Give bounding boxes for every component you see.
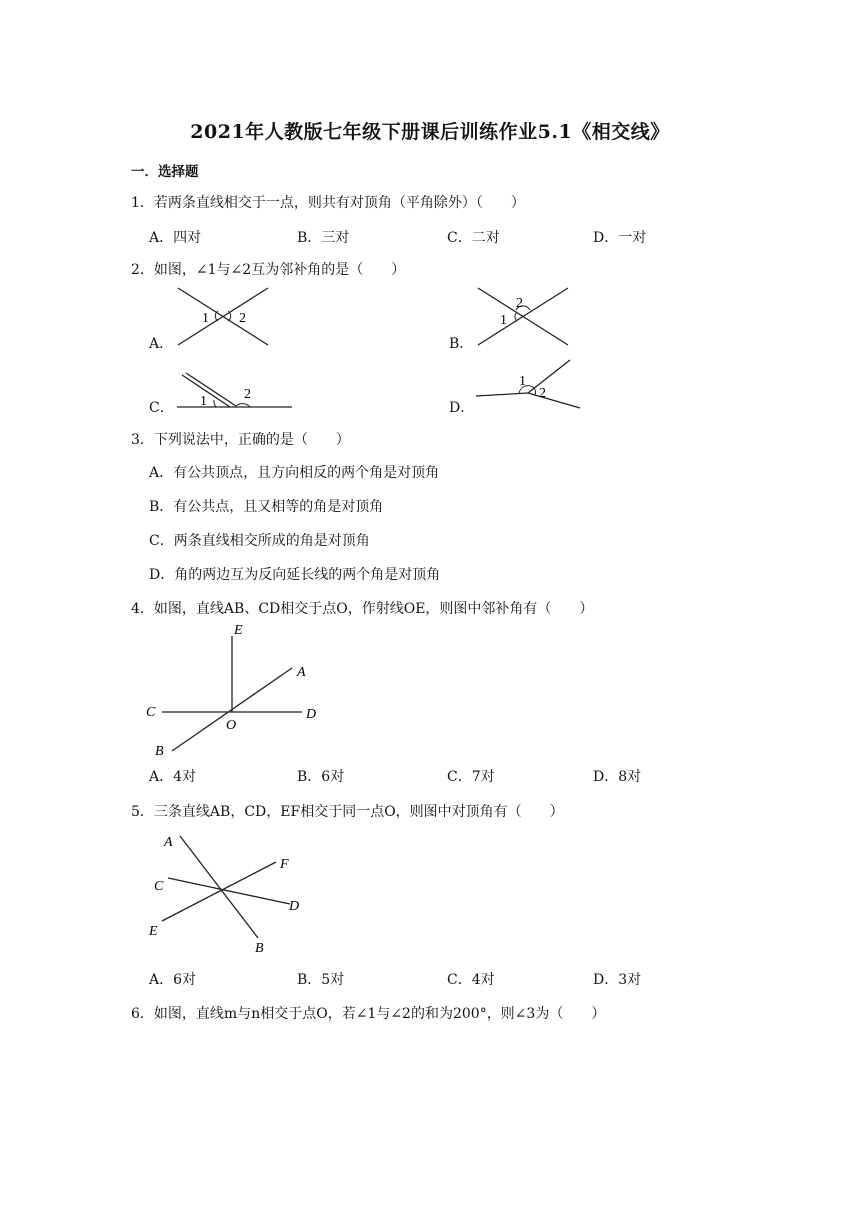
point-d-label: D: [306, 707, 317, 722]
q5-option-b: B．5对: [297, 972, 345, 988]
angle-1-label: 1: [519, 374, 526, 389]
question-number: 6．: [131, 1006, 154, 1022]
q5-figure: [140, 826, 320, 956]
q5-option-a: A．6对: [149, 972, 197, 988]
q2-option-d: D．: [449, 400, 475, 416]
q4-option-d: D．8对: [593, 769, 642, 785]
angle-2-label: 2: [244, 387, 251, 402]
question-5: [131, 801, 564, 821]
q2-figure-d: [472, 355, 584, 413]
point-f-label: F: [280, 857, 289, 872]
q2-option-a: A．: [149, 336, 174, 352]
point-b-label: B: [155, 744, 164, 759]
question-6: [131, 1003, 605, 1023]
q4-option-c: C．7对: [447, 769, 495, 785]
point-e-label: E: [149, 924, 158, 939]
q4-option-a: A．4对: [149, 769, 197, 785]
q4-option-b: B．6对: [297, 769, 345, 785]
angle-1-label: 1: [202, 311, 209, 326]
q2-option-c: C．: [149, 400, 174, 416]
q3-option-d: D．角的两边互为反向延长线的两个角是对顶角: [149, 567, 441, 583]
q5-option-d: D．3对: [593, 972, 642, 988]
question-stem: 如图，直线AB、CD相交于点O，作射线OE，则图中邻补角有（ ）: [153, 601, 594, 617]
q1-option-a: A．四对: [149, 230, 202, 246]
question-number: 5．: [131, 804, 154, 820]
question-4: [131, 598, 593, 618]
q4-figure: [140, 618, 340, 760]
angle-1-label: 1: [500, 313, 507, 328]
question-number: 2．: [131, 262, 154, 278]
section-heading: 一．选择题: [131, 164, 199, 180]
point-o-label: O: [226, 718, 237, 733]
point-e-label: E: [234, 623, 243, 638]
point-c-label: C: [154, 879, 164, 894]
q3-option-a: A．有公共顶点，且方向相反的两个角是对顶角: [149, 465, 440, 481]
q5-option-c: C．4对: [447, 972, 495, 988]
question-stem: 三条直线AB，CD，EF相交于同一点O，则图中对顶角有（ ）: [153, 804, 564, 820]
q2-figure-b: [470, 283, 580, 353]
point-a-label: A: [164, 835, 173, 850]
angle-2-label: 2: [516, 296, 523, 311]
q3-option-c: C．两条直线相交所成的角是对顶角: [149, 533, 370, 549]
question-stem: 若两条直线相交于一点，则共有对顶角（平角除外）（ ）: [153, 195, 525, 211]
question-stem: 如图，直线m与n相交于点O，若∠1与∠2的和为200°，则∠3为（ ）: [153, 1006, 606, 1022]
question-2: [131, 259, 405, 279]
document-title: 2021年人教版七年级下册课后训练作业5.1《相交线》: [190, 121, 670, 143]
question-number: 1．: [131, 195, 154, 211]
q2-option-b: B．: [449, 336, 474, 352]
question-3: [131, 429, 350, 449]
question-number: 4．: [131, 601, 154, 617]
angle-1-label: 1: [200, 394, 207, 409]
point-c-label: C: [146, 705, 156, 720]
q2-figure-c: [172, 371, 302, 413]
q3-option-b: B．有公共点，且又相等的角是对顶角: [149, 499, 384, 515]
question-stem: 如图，∠1与∠2互为邻补角的是（ ）: [153, 262, 406, 278]
point-a-label: A: [297, 665, 306, 680]
q1-option-d: D．一对: [593, 230, 647, 246]
question-number: 3．: [131, 432, 154, 448]
q1-option-b: B．三对: [297, 230, 350, 246]
angle-2-label: 2: [539, 386, 546, 401]
angle-2-label: 2: [239, 311, 246, 326]
question-1: [131, 192, 525, 212]
q2-figure-a: [170, 283, 280, 353]
q1-option-c: C．二对: [447, 230, 500, 246]
point-b-label: B: [255, 941, 264, 956]
point-d-label: D: [289, 899, 300, 914]
question-stem: 下列说法中，正确的是（ ）: [153, 432, 350, 448]
